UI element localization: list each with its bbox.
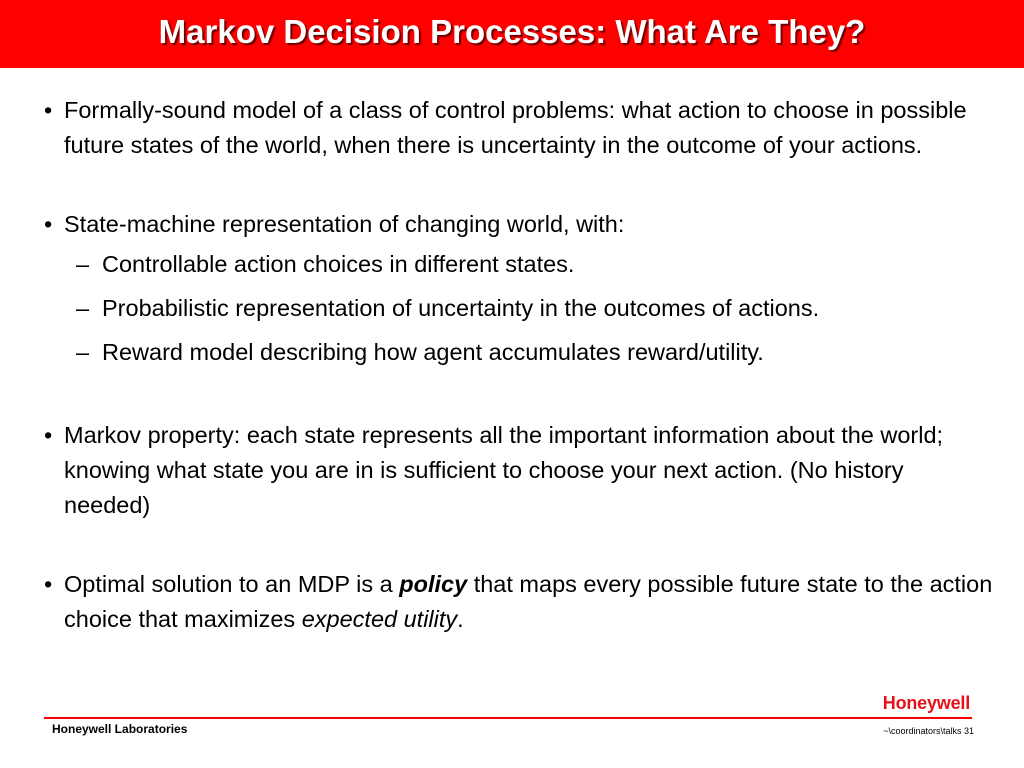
bullet-text-suffix: . xyxy=(457,606,464,632)
sub-bullet-item xyxy=(44,330,994,374)
sub-bullet-item xyxy=(44,242,994,286)
bullet-text: State-machine representation of changing world, with: xyxy=(64,211,625,237)
title-bar xyxy=(0,0,1024,68)
slide-body xyxy=(44,93,994,637)
bullet-item xyxy=(44,207,994,242)
footer-org-label: Honeywell Laboratories xyxy=(52,722,188,736)
slide-title: Markov Decision Processes: What Are They? xyxy=(158,13,866,50)
bullet-text: Formally-sound model of a class of control problems: what action to choose in possible future states of the world, when there is uncertainty in the outcome of your actions. xyxy=(64,97,967,158)
bullet-item xyxy=(44,93,994,163)
sub-bullet-mark: – xyxy=(76,251,90,277)
footer-rule xyxy=(44,717,972,719)
expected-utility-emphasis: expected utility xyxy=(301,606,458,632)
sub-bullet-text: Reward model describing how agent accumulates reward/utility. xyxy=(102,339,764,365)
sub-bullet-text: Probabilistic representation of uncertainty in the outcomes of actions. xyxy=(102,295,820,321)
bullet-text-middle: that maps every possible future state to the action choice that maximizes xyxy=(64,571,993,632)
honeywell-logo: Honeywell xyxy=(882,693,970,713)
sub-bullet-mark: – xyxy=(76,339,90,365)
footer-page-path: ~\coordinators\talks 31 xyxy=(883,726,974,736)
bullet-mark: • xyxy=(44,571,53,597)
bullet-mark: • xyxy=(44,211,53,237)
bullet-text-prefix: Optimal solution to an MDP is a xyxy=(64,571,400,597)
bullet-item xyxy=(44,567,994,637)
policy-emphasis: policy xyxy=(399,571,468,597)
bullet-mark: • xyxy=(44,422,53,448)
bullet-item xyxy=(44,418,994,523)
bullet-mark: • xyxy=(44,97,53,123)
bullet-text: Markov property: each state represents all the important information about the world; knowing what state you are in is sufficient to choose your next action. (No history needed) xyxy=(64,422,944,518)
sub-bullet-text: Controllable action choices in different states. xyxy=(102,251,575,277)
sub-bullet-item xyxy=(44,286,994,330)
sub-bullet-mark: – xyxy=(76,295,90,321)
